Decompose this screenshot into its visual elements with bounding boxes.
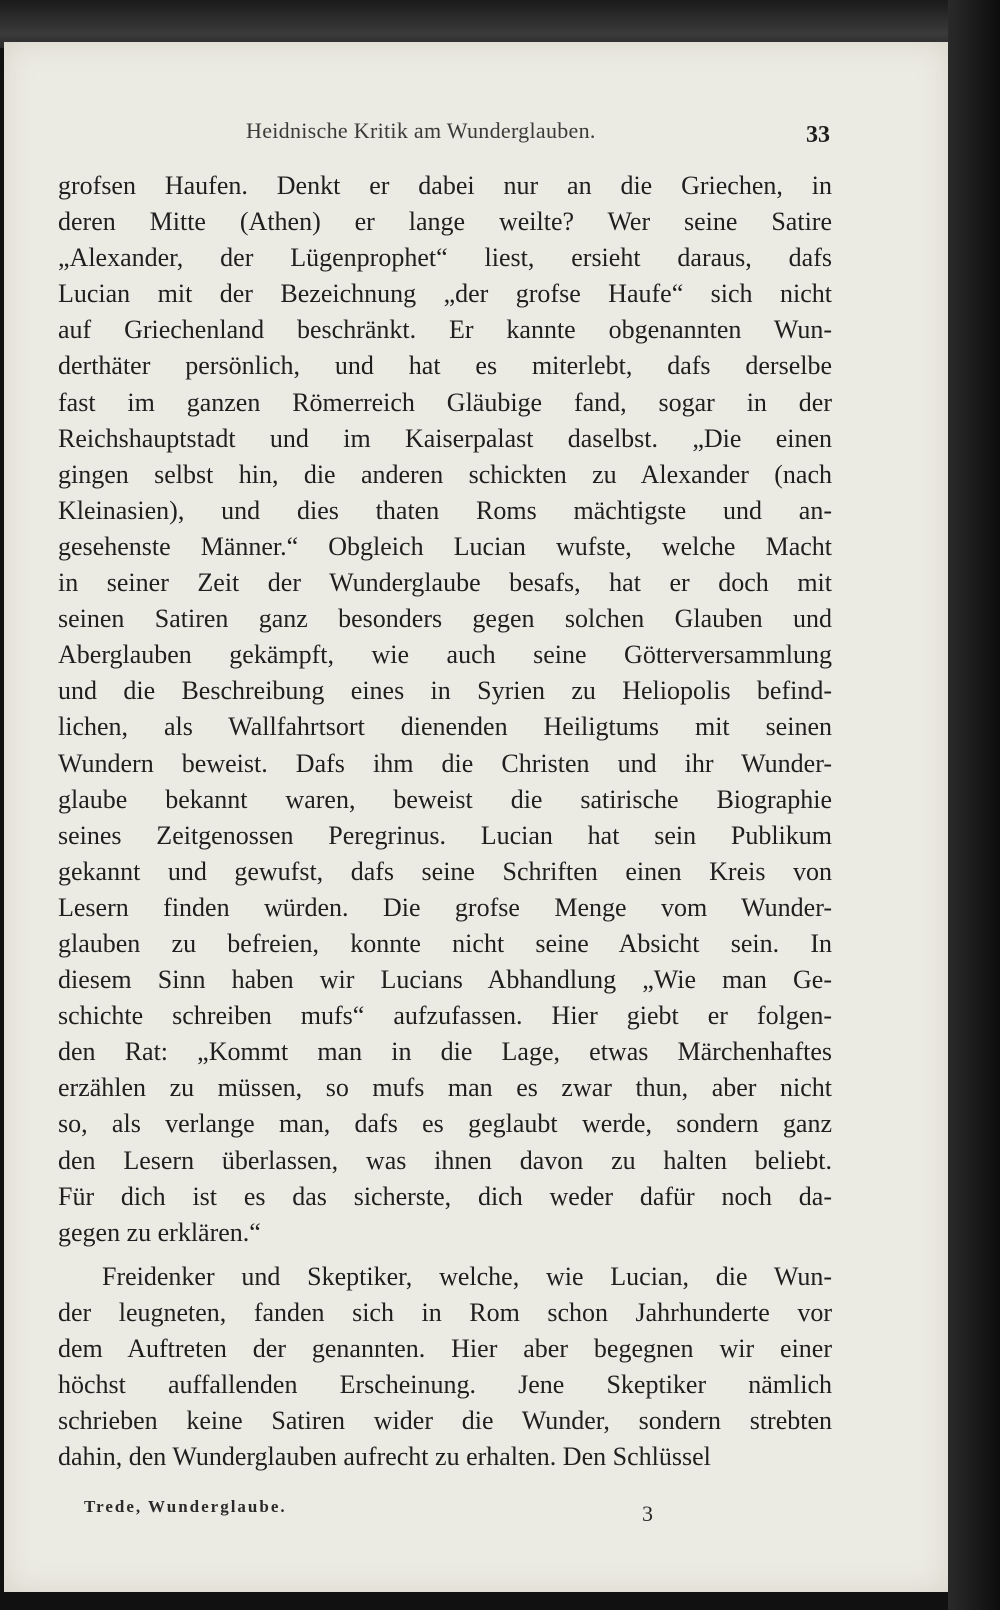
text-line: in seiner Zeit der Wunderglaube besafs, hat er doch mit [58, 568, 832, 598]
text-line: Für dich ist es das sicherste, dich weder dafür noch da- [58, 1181, 832, 1211]
paragraph-gap [58, 1251, 832, 1259]
paragraph-2 [58, 1259, 832, 1476]
text-line: der leugneten, fanden sich in Rom schon Jahrhunderte vor [58, 1297, 832, 1327]
text-line: diesem Sinn haben wir Lucians Abhandlung „Wie man Ge- [58, 965, 832, 995]
book-page [4, 42, 948, 1592]
text-line: den Rat: „Kommt man in die Lage, etwas Märchenhaftes [58, 1037, 832, 1067]
text-line: dem Auftreten der genannten. Hier aber begegnen wir einer [58, 1334, 832, 1363]
running-title: Heidnische Kritik am Wunderglauben. [246, 118, 596, 143]
page-footer [4, 1497, 948, 1537]
body-text [58, 168, 832, 1475]
scan-top-edge [0, 0, 1000, 48]
text-line: glaube bekannt waren, beweist die satirische Biographie [58, 784, 832, 814]
text-line: Wundern beweist. Dafs ihm die Christen und ihr Wunder- [58, 748, 832, 778]
text-line: auf Griechenland beschränkt. Er kannte obgenannten Wun- [58, 315, 832, 345]
text-line: seinen Satiren ganz besonders gegen solchen Glauben und [58, 604, 832, 634]
paragraph-1 [58, 168, 832, 1251]
running-head [4, 118, 948, 154]
text-line: Reichshauptstadt und im Kaiserpalast daselbst. „Die einen [58, 423, 832, 453]
text-line: derthäter persönlich, und hat es miterlebt, dafs derselbe [58, 351, 832, 381]
text-line: den Lesern überlassen, was ihnen davon zu halten beliebt. [58, 1145, 832, 1175]
text-line: erzählen zu müssen, so mufs man es zwar thun, aber nicht [58, 1073, 832, 1103]
text-line: Aberglauben gekämpft, wie auch seine Götterversammlung [58, 640, 832, 670]
sheet-number: 3 [642, 1501, 653, 1526]
text-line: gesehenste Männer.“ Obgleich Lucian wufste, welche Macht [58, 531, 832, 561]
text-line: glauben zu befreien, konnte nicht seine Absicht sein. In [58, 928, 832, 958]
text-line: seines Zeitgenossen Peregrinus. Lucian hat sein Publikum [58, 820, 832, 850]
scan-right-edge [948, 0, 1000, 1610]
text-line: grofsen Haufen. Denkt er dabei nur an die Griechen, in [58, 171, 832, 200]
text-line: dahin, den Wunderglauben aufrecht zu erhalten. Den Schlüssel [58, 1442, 711, 1472]
text-line: schrieben keine Satiren wider die Wunder, sondern strebten [58, 1406, 832, 1436]
text-line: gegen zu erklären.“ [58, 1217, 261, 1247]
text-line: Freidenker und Skeptiker, welche, wie Lucian, die Wun- [102, 1261, 832, 1291]
text-line: höchst auffallenden Erscheinung. Jene Skeptiker nämlich [58, 1370, 832, 1400]
text-line: deren Mitte (Athen) er lange weilte? Wer seine Satire [58, 207, 832, 237]
text-line: fast im ganzen Römerreich Gläubige fand, sogar in der [58, 387, 832, 417]
text-line: so, als verlange man, dafs es geglaubt werde, sondern ganz [58, 1109, 832, 1139]
text-line: und die Beschreibung eines in Syrien zu Heliopolis befind- [58, 676, 832, 706]
text-line: „Alexander, der Lügenprophet“ liest, ersieht daraus, dafs [58, 243, 832, 273]
text-line: Kleinasien), und dies thaten Roms mächtigste und an- [58, 495, 832, 525]
signature-mark: Trede, Wunderglaube. [84, 1497, 287, 1516]
text-line: Lucian mit der Bezeichnung „der grofse Haufe“ sich nicht [58, 279, 832, 309]
page-number: 33 [806, 122, 830, 148]
text-line: gingen selbst hin, die anderen schickten zu Alexander (nach [58, 459, 832, 489]
text-line: schichte schreiben mufs“ aufzufassen. Hier giebt er folgen- [58, 1001, 832, 1031]
text-line: Lesern finden würden. Die grofse Menge vom Wunder- [58, 892, 832, 922]
text-line: lichen, als Wallfahrtsort dienenden Heiligtums mit seinen [58, 712, 832, 742]
text-line: gekannt und gewufst, dafs seine Schriften einen Kreis von [58, 856, 832, 886]
